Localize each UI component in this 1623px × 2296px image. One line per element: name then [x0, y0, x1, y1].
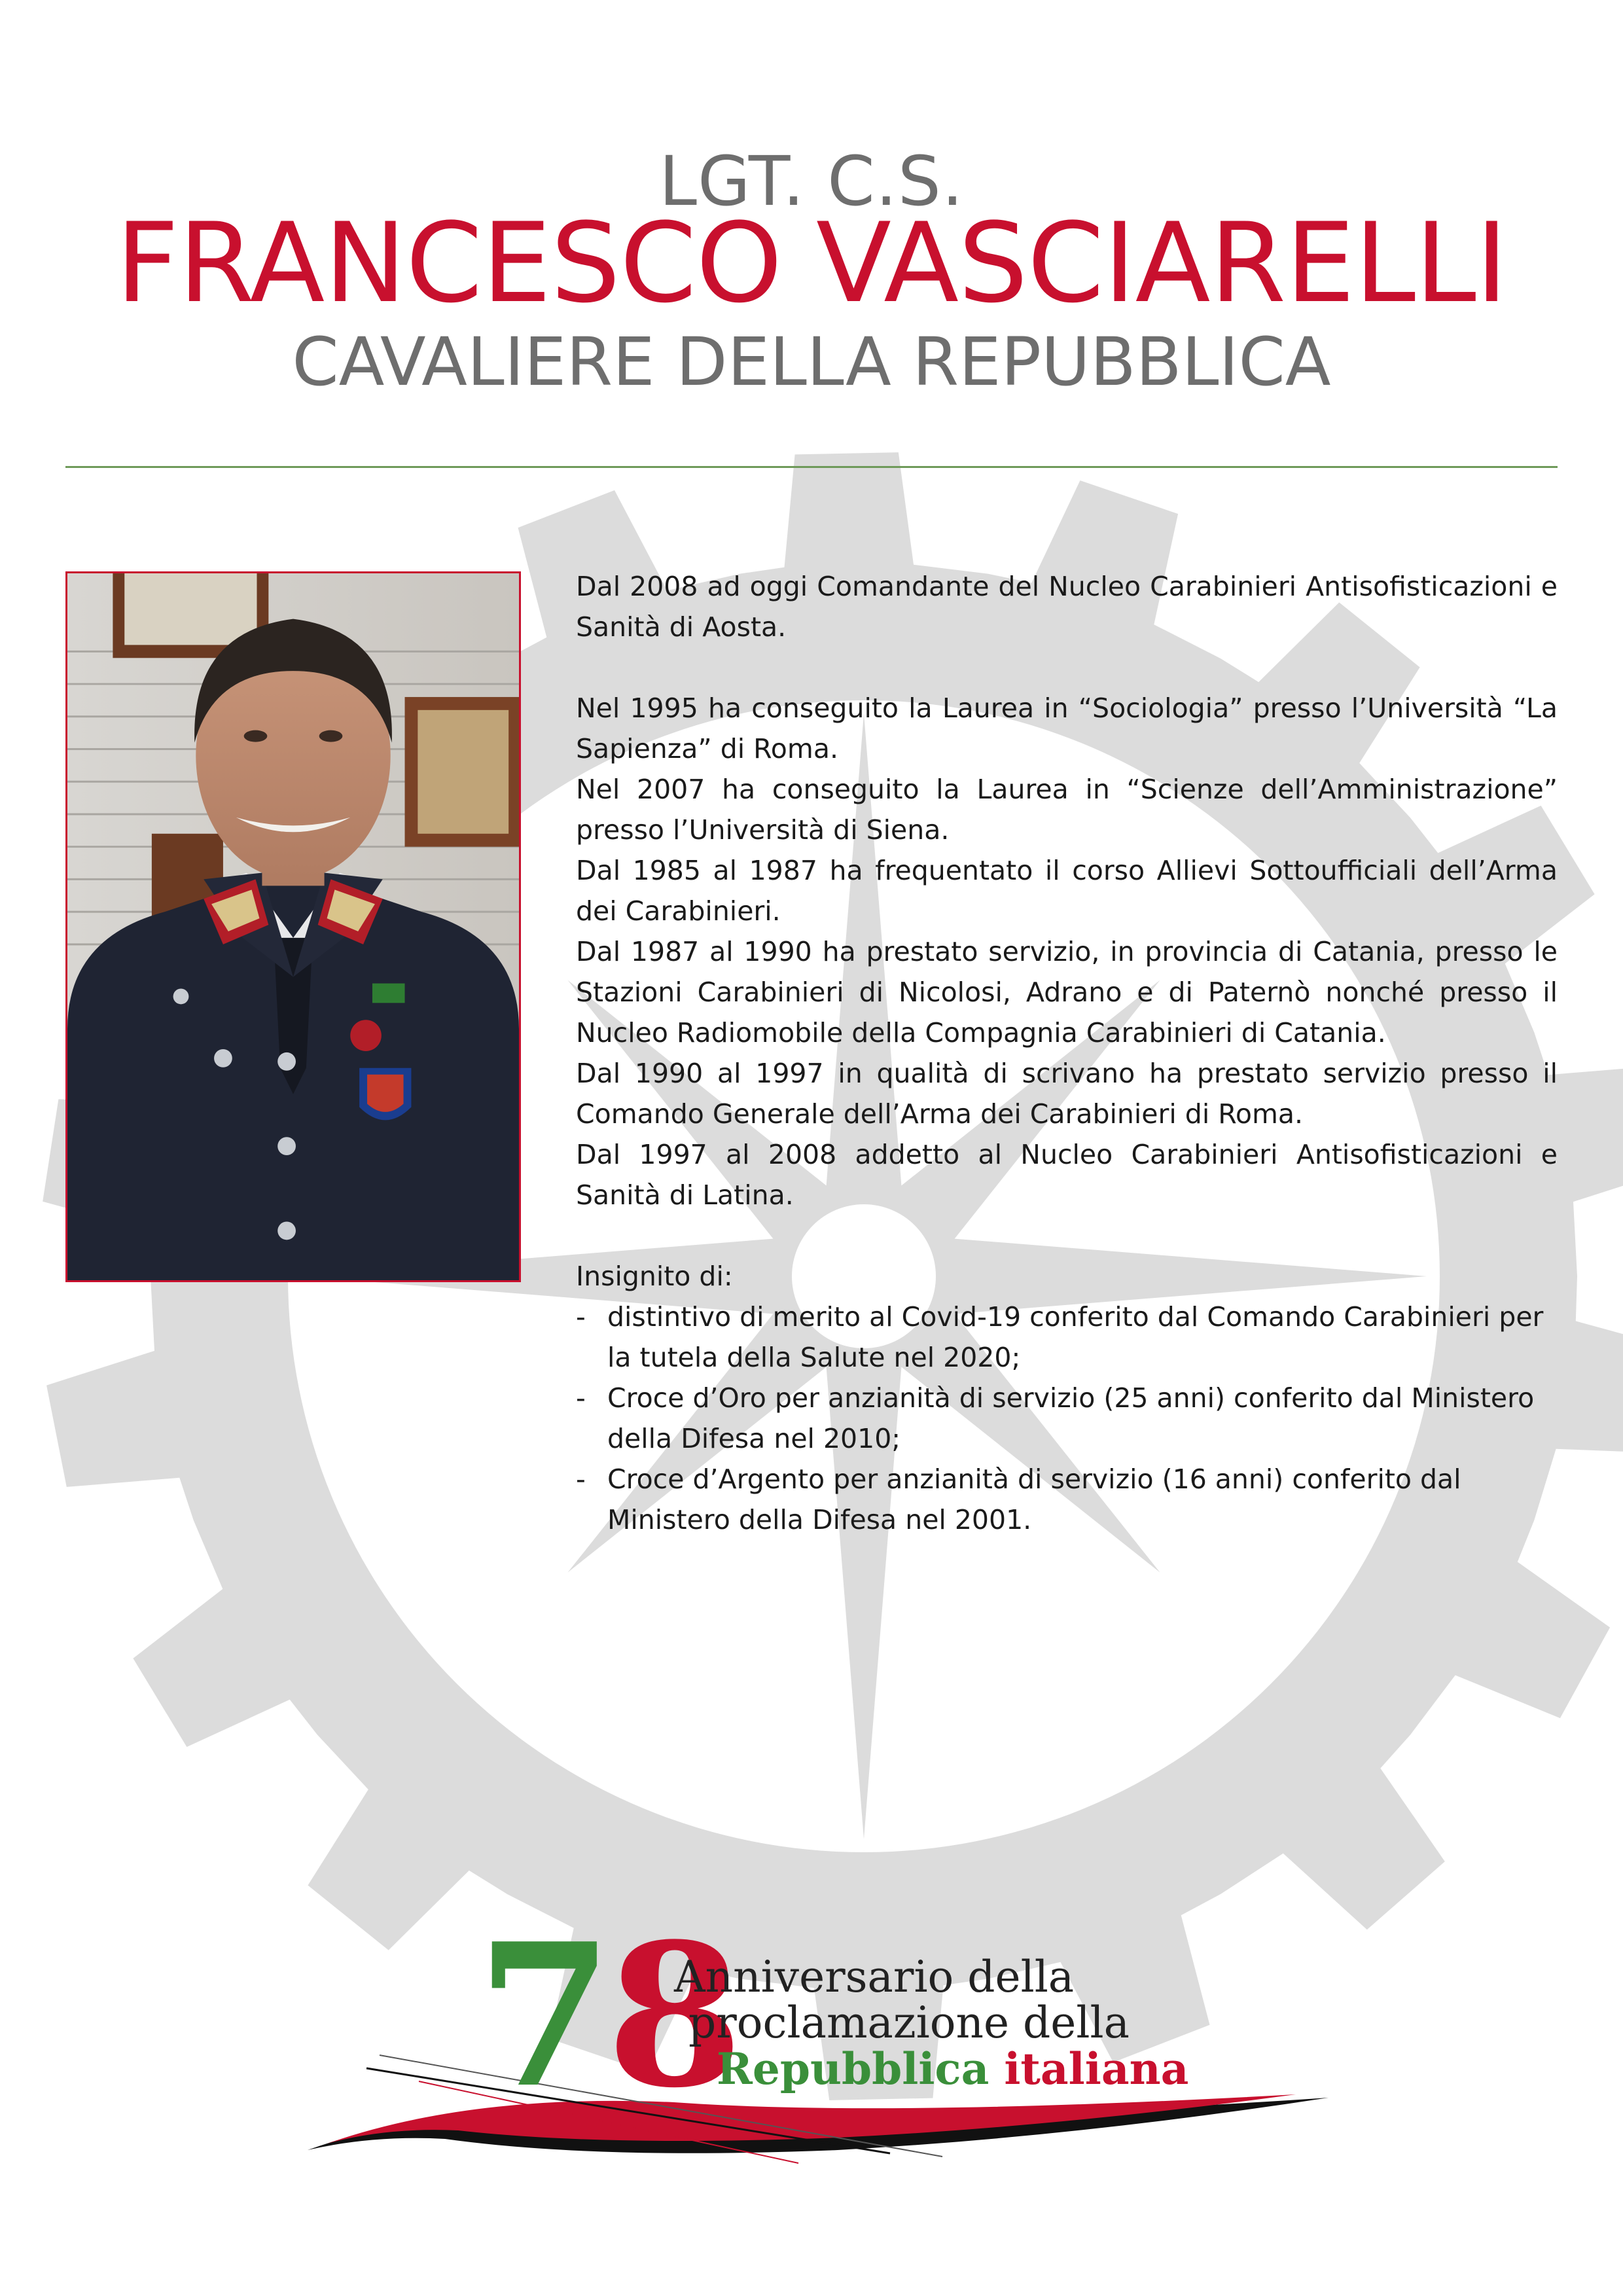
anniversary-number-second-digit: 8: [606, 1900, 737, 2131]
header-divider: [65, 466, 1558, 468]
bio-paragraph: Dal 2008 ad oggi Comandante del Nucleo Carabinieri Antisofisticazioni e Sanità di Aosta.: [576, 571, 1558, 643]
portrait-photo: [65, 571, 521, 1282]
anniversary-logo: [301, 1900, 1342, 2166]
honors-title: Insignito di:: [576, 1261, 733, 1292]
biography-text: [576, 566, 1558, 1540]
honors-list: [576, 1297, 1558, 1540]
bio-paragraph: Nel 1995 ha conseguito la Laurea in “Sociologia” presso l’Università “La Sapienza” di Roma.: [576, 692, 1558, 764]
rank-title: LGT. C.S.: [659, 141, 964, 221]
anniversary-line-1: Anniversario della: [674, 1952, 1075, 2002]
anniversary-number-first-digit: 7: [476, 1900, 607, 2131]
anniversary-line-2: proclamazione della: [688, 1998, 1130, 2048]
honor-item: - Croce d’Argento per anzianità di servizio (16 anni) conferito dal Ministero della Difesa nel 2001.: [576, 1459, 1558, 1540]
bio-paragraph: Dal 1985 al 1987 ha frequentato il corso Allievi Sottoufficiali dell’Arma dei Carabinieri.: [576, 855, 1558, 927]
person-name: FRANCESCO VASCIARELLI: [115, 199, 1508, 327]
honor-item: - Croce d’Oro per anzianità di servizio (25 anni) conferito dal Ministero della Difesa nel 2010;: [576, 1378, 1558, 1459]
honor-item: - distintivo di merito al Covid-19 conferito dal Comando Carabinieri per la tutela della Salute nel 2020;: [576, 1297, 1558, 1378]
bio-paragraph: Dal 1987 al 1990 ha prestato servizio, in provincia di Catania, presso le Stazioni Carabinieri di Nicolosi, Adrano e di Paternò nonché presso il Nucleo Radiomobile della Compagnia Carabinieri di Catania.: [576, 936, 1558, 1049]
bio-paragraph: Nel 2007 ha conseguito la Laurea in “Scienze dell’Amministrazione” presso l’Università di Siena.: [576, 774, 1558, 846]
honor-title: CAVALIERE DELLA REPUBBLICA: [292, 323, 1331, 401]
bio-paragraph: Dal 1990 al 1997 in qualità di scrivano ha prestato servizio presso il Comando Generale dell’Arma dei Carabinieri di Roma.: [576, 1058, 1558, 1130]
anniversary-word-repubblica: Repubblica: [717, 2043, 990, 2094]
anniversary-word-italiana: italiana: [1004, 2043, 1189, 2094]
anniversary-text: [674, 1954, 1188, 2092]
bio-paragraph: Dal 1997 al 2008 addetto al Nucleo Carabinieri Antisofisticazioni e Sanità di Latina.: [576, 1139, 1558, 1211]
